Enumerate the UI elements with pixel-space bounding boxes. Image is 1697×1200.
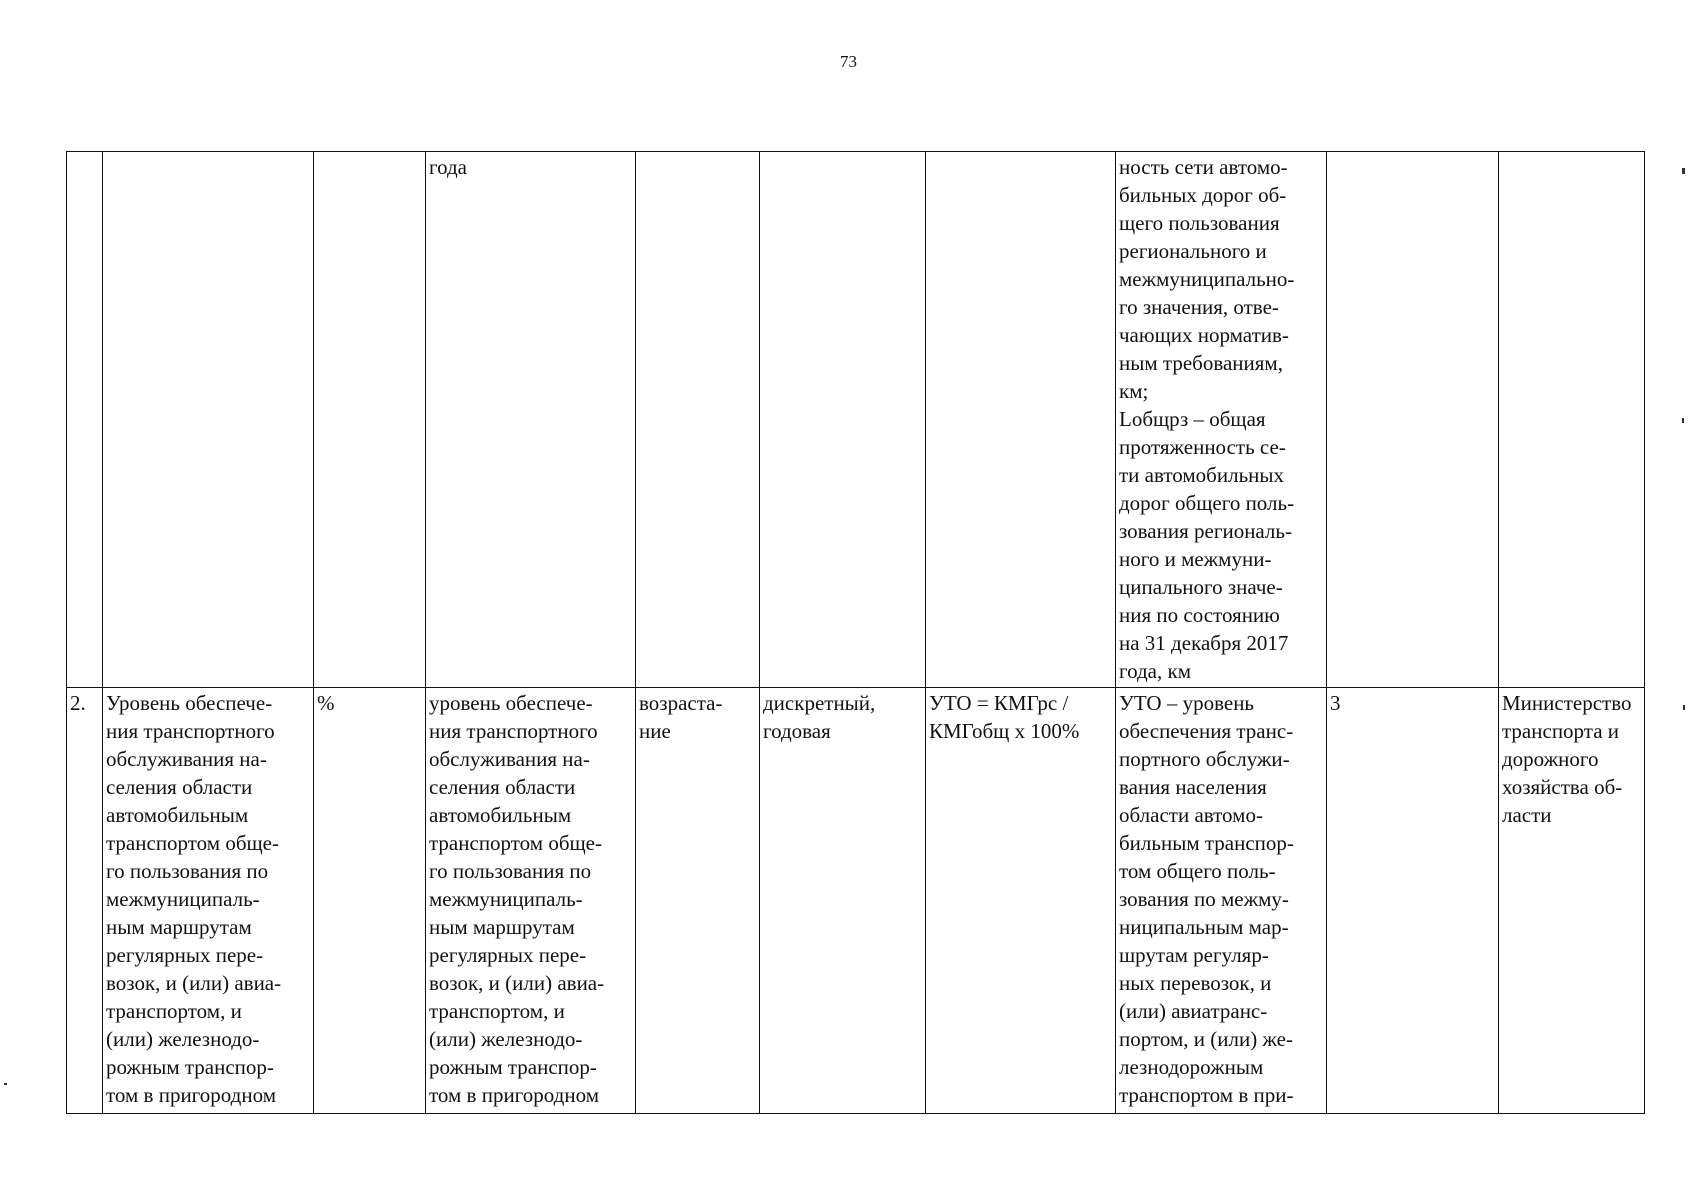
cell-formula-description: ность сети автомо- бильных дорог об- щего пользования регионального и межмуниципально- го значения, отве- чающих норматив- ным требованиям, км; Lобщрз – общая протяженность се- ти автомобильных дорог общего поль- зования региональ- ного и межмуни- ципального значе- ния по состоянию на 31 декабря 2017 года, км	[1116, 152, 1327, 688]
cell-periodicity: дискретный, годовая	[760, 688, 926, 1114]
cell-formula: УТО = КМГрс / КМГобщ х 100%	[926, 688, 1116, 1114]
table-row	[67, 688, 1645, 1114]
cell-unit: %	[314, 688, 426, 1114]
cell-dynamics: возраста- ние	[636, 688, 760, 1114]
cell-periodicity	[760, 152, 926, 688]
cell-method: 3	[1327, 688, 1499, 1114]
cell-unit	[314, 152, 426, 688]
cell-indicator-name: Уровень обеспече- ния транспортного обслуживания на- селения области автомобильным транспортом обще- го пользования по межмуниципаль- ным маршрутам регулярных пере- возок, и (или) авиа- транспортом, и (или) железнодо- рожным транспор- том в пригородном	[103, 688, 314, 1114]
cell-responsible	[1499, 152, 1645, 688]
cell-number	[67, 152, 103, 688]
table-row	[67, 152, 1645, 688]
cell-definition: года	[426, 152, 636, 688]
cell-dynamics	[636, 152, 760, 688]
cell-formula-description: УТО – уровень обеспечения транс- портного обслужи- вания населения области автомо- бильным транспор- том общего поль- зования по межму- ниципальным мар- шрутам регуляр- ных перевозок, и (или) авиатранс- портом, и (или) же- лезнодорожным транспортом в при-	[1116, 688, 1327, 1114]
scan-mark	[1682, 168, 1685, 174]
cell-definition: уровень обеспече- ния транспортного обслуживания на- селения области автомобильным транспортом обще- го пользования по межмуниципаль- ным маршрутам регулярных пере- возок, и (или) авиа- транспортом, и (или) железнодо- рожным транспор- том в пригородном	[426, 688, 636, 1114]
cell-indicator-name	[103, 152, 314, 688]
cell-formula	[926, 152, 1116, 688]
indicators-table	[66, 151, 1645, 1114]
scan-mark	[1682, 418, 1684, 423]
scan-mark	[1683, 705, 1685, 710]
page-number: 73	[840, 52, 857, 71]
scan-mark	[4, 1083, 7, 1085]
cell-responsible: Министерство транспорта и дорожного хозяйства об- ласти	[1499, 688, 1645, 1114]
cell-number: 2.	[67, 688, 103, 1114]
cell-method	[1327, 152, 1499, 688]
